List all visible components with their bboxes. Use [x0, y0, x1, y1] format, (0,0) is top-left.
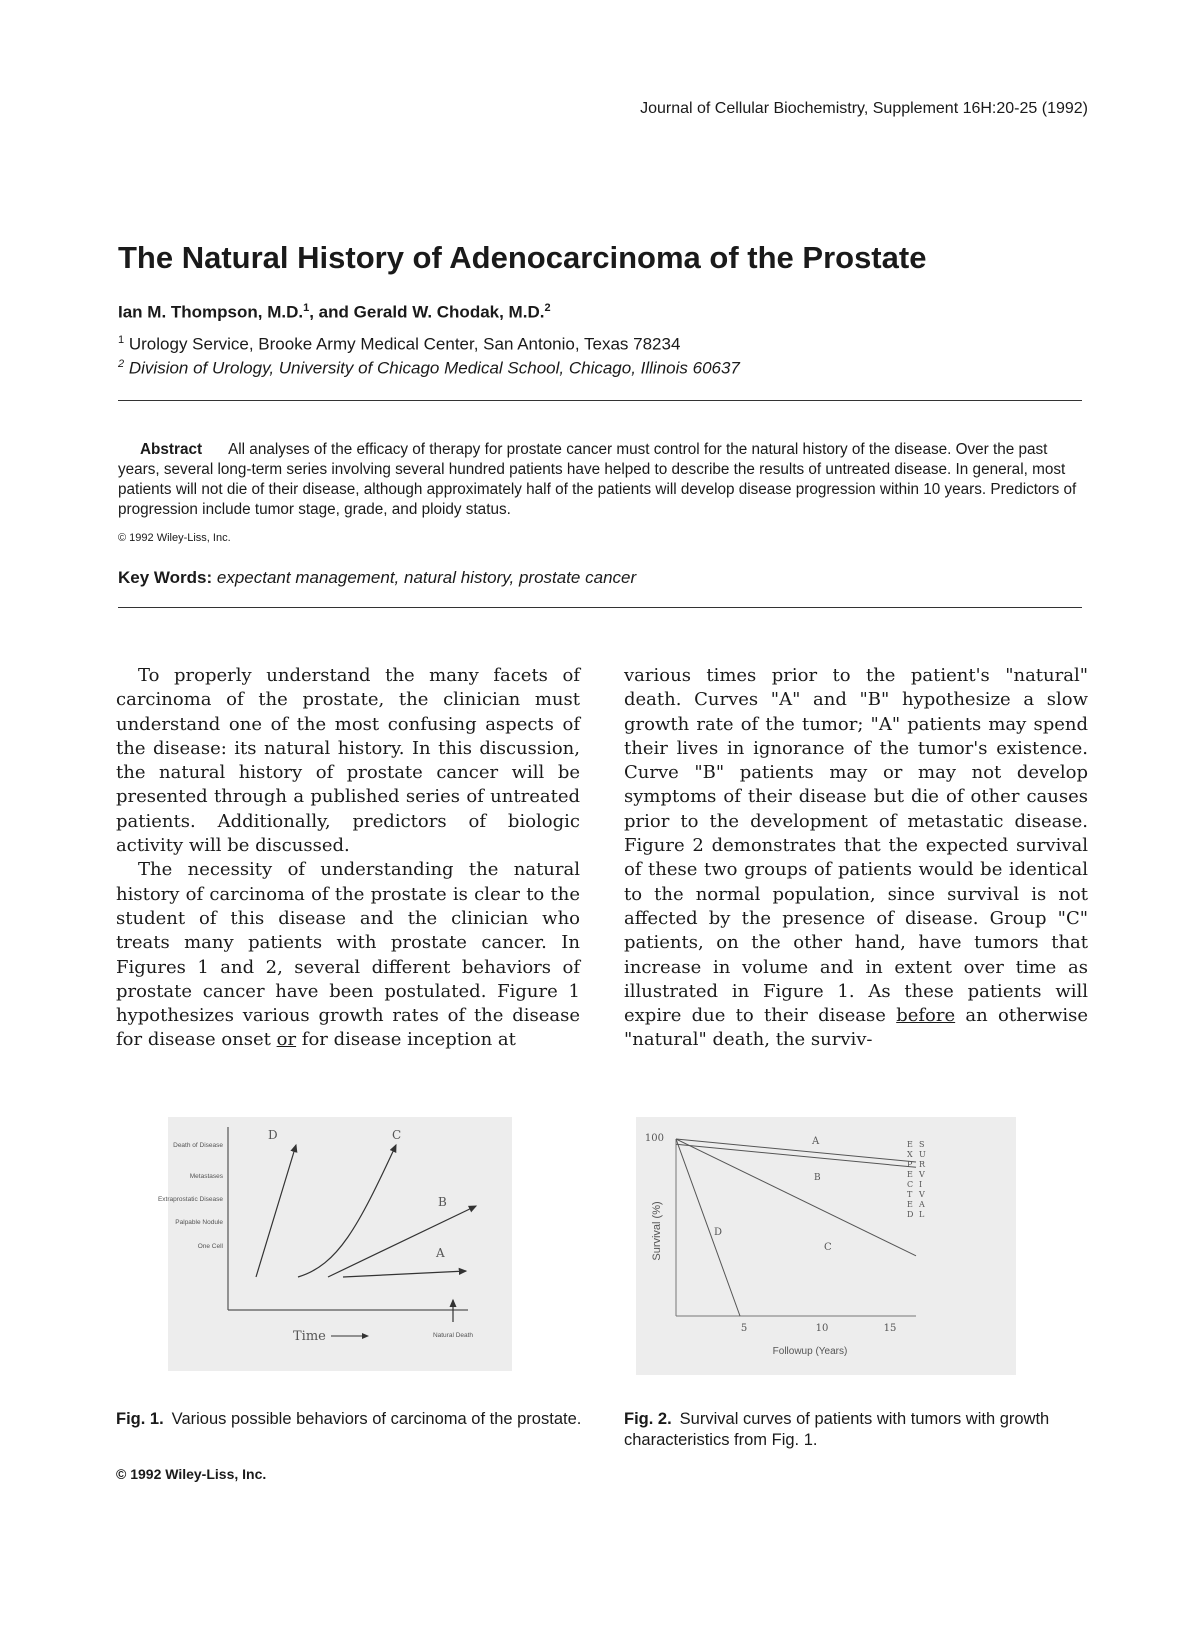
body-paragraph-2 [116, 858, 580, 1052]
affiliation-1-text: Urology Service, Brooke Army Medical Center, San Antonio, Texas 78234 [128, 334, 681, 354]
article-title: The Natural History of Adenocarcinoma of the Prostate [118, 240, 927, 275]
level-palpable-nodule: Palpable Nodule [175, 1219, 223, 1226]
level-extraprostatic: Extraprostatic Disease [157, 1196, 223, 1203]
figure-1-caption [116, 1409, 586, 1430]
author-separator: , and [309, 302, 354, 322]
body-paragraph-3 [624, 664, 1088, 1053]
emphasis-before: before [896, 1005, 956, 1027]
keywords-value: expectant management, natural history, prostate cancer [216, 568, 637, 587]
expected-survival-label: E X P E C T E D S U R V I V A L [907, 1140, 926, 1219]
figure-2-series [676, 1139, 916, 1316]
affiliation-2 [118, 358, 740, 379]
x-tick-5: 5 [740, 1323, 748, 1334]
figure-2-x-label: Followup (Years) [772, 1346, 848, 1357]
abstract-copyright: © 1992 Wiley-Liss, Inc. [118, 532, 231, 544]
affiliation-1 [118, 334, 680, 355]
survival-series-b [676, 1144, 916, 1167]
abstract-text: All analyses of the efficacy of therapy for prostate cancer must control for the natural history of the disease. Over the past years, several long-term series involving several hundred patients have helped to describe the results of untreated disease. In general, most patients will not die of their disease, although approximately half of the patients will develop disease progression within 10 years. Predictors of progression include tumor stage, grade, and ploidy status. [118, 441, 1077, 518]
y-tick-100: 100 [644, 1133, 664, 1144]
curve-b [328, 1206, 476, 1277]
divider-bottom [118, 607, 1082, 608]
body-paragraph-1: To properly understand the many facets of carcinoma of the prostate, the clinician must understand one of the most confusing aspects of the disease: its natural history. In this discussion, the natural history of prostate cancer will be presented through a published series of untreated patients. Additionally, predictors of biologic activity will be discussed. [116, 665, 580, 857]
curve-c-label: C [824, 1242, 832, 1253]
figure-2-caption [624, 1409, 1094, 1451]
curve-a-label: A [436, 1246, 445, 1260]
divider-top [118, 400, 1082, 401]
keywords-label: Key Words: [118, 568, 213, 587]
curve-d-label: D [714, 1227, 723, 1238]
body-paragraph-2-end: for disease inception at [296, 1029, 516, 1051]
figure-2-chart [636, 1117, 1016, 1375]
curve-d-label: D [268, 1128, 278, 1142]
survival-series-a [676, 1139, 916, 1162]
footer-copyright: © 1992 Wiley-Liss, Inc. [116, 1466, 267, 1482]
figure-1-caption-label: Fig. 1. [116, 1410, 164, 1428]
figure-2 [636, 1117, 1016, 1375]
author-1: Ian M. Thompson, M.D. [118, 302, 304, 322]
level-one-cell: One Cell [197, 1243, 223, 1250]
journal-citation: Journal of Cellular Biochemistry, Supplement 16H:20-25 (1992) [640, 100, 1088, 117]
body-paragraph-3-end: an otherwise "natural" death, the surviv- [624, 1005, 1088, 1051]
figure-1-y-levels [158, 1142, 224, 1250]
x-tick-15: 15 [883, 1323, 897, 1334]
figure-1-caption-text: Various possible behaviors of carcinoma of the prostate. [171, 1410, 582, 1428]
figure-2-caption-label: Fig. 2. [624, 1410, 672, 1428]
affiliation-2-mark: 2 [118, 358, 125, 370]
authors-line [118, 302, 551, 323]
figure-1 [157, 1117, 512, 1371]
abstract [118, 440, 1084, 520]
level-metastases: Metastases [189, 1173, 223, 1180]
figure-1-x-label: Time [293, 1329, 326, 1344]
figure-2-caption-text: Survival curves of patients with tumors with growth characteristics from Fig. 1. [624, 1410, 1050, 1449]
curve-b-label: B [438, 1195, 447, 1209]
curve-c-label: C [392, 1128, 402, 1142]
affiliation-2-text: Division of Urology, University of Chicago Medical School, Chicago, Illinois 60637 [128, 358, 740, 378]
emphasis-or: or [276, 1029, 297, 1051]
keywords [118, 568, 636, 588]
affiliation-1-mark: 1 [118, 334, 125, 346]
curve-a-label: A [812, 1136, 820, 1147]
author-1-affiliation-mark: 1 [303, 302, 310, 314]
curve-c [298, 1145, 396, 1277]
body-paragraph-3-text: various times prior to the patient's "natural" death. Curves "A" and "B" hypothesize a slow growth rate of the tumor; "A" patients may spend their lives in ignorance of the tumor's existence. Curve "B" patients may or may not develop symptoms of their disease but die of other causes prior to the development of metastatic disease. Figure 2 demonstrates that the expected survival of these two groups of patients would be identical to the normal population, since survival is not affected by the presence of disease. Group "C" patients, on the other hand, have tumors that increase in volume and in extent over time as illustrated in Figure 1. As these patients will expire due to their disease [624, 665, 1088, 1027]
curve-d [256, 1145, 296, 1277]
abstract-label: Abstract [140, 441, 203, 458]
figure-2-y-label: Survival (%) [651, 1201, 663, 1261]
author-2: Gerald W. Chodak, M.D. [353, 302, 545, 322]
body-paragraph-2-text: The necessity of understanding the natural history of carcinoma of the prostate is clear to the student of this disease and the clinician who treats many patients with prostate cancer. In Figures 1 and 2, several different behaviors of prostate cancer have been postulated. Figure 1 hypothesizes various growth rates of the disease for disease onset [116, 859, 580, 1051]
curve-b-label: B [814, 1173, 821, 1183]
curve-a [343, 1271, 466, 1277]
x-tick-10: 10 [815, 1323, 829, 1334]
body-column-right [624, 664, 1088, 1053]
body-column-left [116, 664, 580, 1053]
natural-death-label: Natural Death [432, 1332, 474, 1339]
author-2-affiliation-mark: 2 [544, 302, 551, 314]
level-death-of-disease: Death of Disease [173, 1142, 223, 1149]
figure-1-chart [157, 1117, 512, 1371]
